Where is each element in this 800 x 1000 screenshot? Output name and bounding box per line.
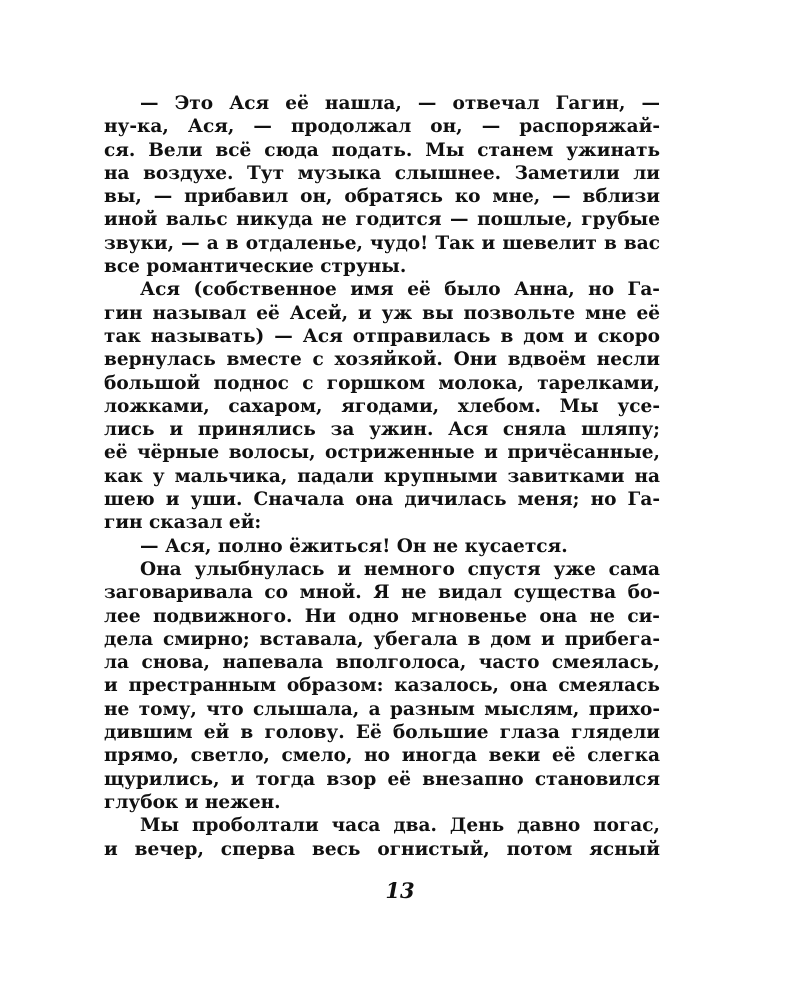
text-line: все романтические струны. (104, 256, 407, 278)
text-line: как у мальчика, падали крупными завитками на (104, 465, 660, 487)
text-line: гин называл её Асей, и уж вы позвольте мне её (104, 302, 660, 324)
text-line: Она улыбнулась и немного спустя уже сама (140, 558, 660, 580)
text-line: и вечер, сперва весь огнистый, потом ясный (104, 838, 660, 860)
text-line: лись и принялись за ужин. Ася сняла шляпу; (104, 419, 660, 441)
body-text (104, 92, 660, 861)
text-line: так называть) — Ася отправилась в дом и скоро (104, 325, 660, 347)
text-line: вы, — прибавил он, обратясь ко мне, — вблизи (104, 186, 660, 208)
text-line: — Это Ася её нашла, — отвечал Гагин, — (140, 93, 660, 114)
text-line: прямо, светло, смело, но иногда веки её слегка (104, 745, 660, 767)
text-line: шею и уши. Сначала она дичилась меня; но Га- (104, 489, 660, 511)
text-line: глубок и нежен. (104, 791, 281, 813)
text-line: заговаривала со мной. Я не видал существа бо- (104, 582, 660, 604)
text-line: и престранным образом: казалось, она смеялась (104, 675, 660, 697)
text-line: на воздухе. Тут музыка слышнее. Заметили ли (104, 162, 660, 184)
text-line: Ася (собственное имя её было Анна, но Га- (140, 279, 660, 301)
text-line: Мы проболтали часа два. День давно погас, (140, 815, 660, 837)
page-number: 13 (385, 878, 415, 903)
text-line: лее подвижного. Ни одно мгновенье она не си- (104, 605, 660, 627)
text-line: ложками, сахаром, ягодами, хлебом. Мы усе- (104, 395, 660, 417)
text-line: ла снова, напевала вполголоса, часто смеялась, (104, 652, 660, 674)
text-line: большой поднос с горшком молока, тарелками, (104, 372, 660, 394)
text-line: ну-ка, Ася, — продолжал он, — распоряжай- (104, 116, 660, 138)
text-line: гин сказал ей: (104, 512, 262, 534)
text-line: не тому, что слышала, а разным мыслям, прихо- (104, 698, 660, 720)
text-line: — Ася, полно ёжиться! Он не кусается. (140, 535, 568, 557)
text-line: щурились, и тогда взор её внезапно становился (104, 768, 660, 790)
text-line: звуки, — а в отдаленье, чудо! Так и шевелит в вас (104, 232, 660, 254)
text-line: ся. Вели всё сюда подать. Мы станем ужинать (104, 139, 660, 161)
text-line: дившим ей в голову. Её большие глаза глядели (104, 722, 660, 744)
text-line: её чёрные волосы, остриженные и причёсанные, (104, 442, 660, 464)
text-line: вернулась вместе с хозяйкой. Они вдвоём несли (104, 349, 660, 371)
text-line: дела смирно; вставала, убегала в дом и прибега- (104, 628, 660, 650)
text-line: иной вальс никуда не годится — пошлые, грубые (104, 209, 660, 231)
